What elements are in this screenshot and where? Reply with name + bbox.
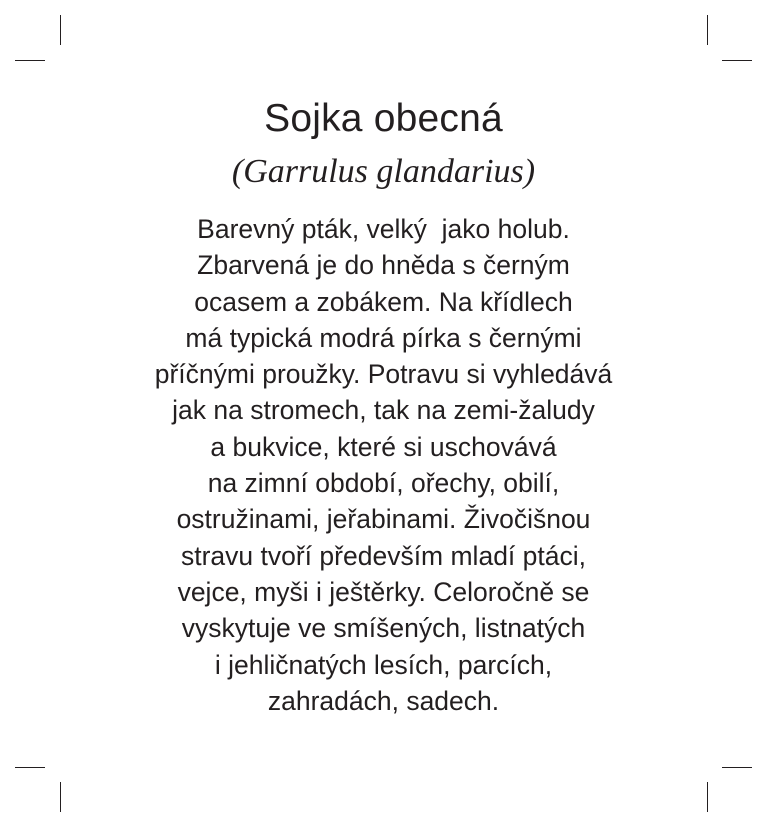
crop-mark-bottom-left-horizontal <box>15 767 45 768</box>
description <box>0 211 767 719</box>
crop-mark-top-right-horizontal <box>722 60 752 61</box>
latin-name: (Garrulus glandarius) <box>231 153 536 190</box>
description-line: Zbarvená je do hněda s černým <box>197 250 570 281</box>
crop-mark-bottom-right-vertical <box>707 782 708 812</box>
description-line: vyskytuje ve smíšených, listnatých <box>181 613 586 644</box>
description-line: i jehličnatých lesích, parcích, <box>214 649 553 680</box>
description-line: Barevný pták, velký jako holub. <box>197 214 570 244</box>
description-line: jak na stromech, tak na zemi-žaludy <box>172 395 595 426</box>
description-line: vejce, myši i ještěrky. Celoročně se <box>177 576 590 607</box>
crop-mark-top-left-vertical <box>60 15 61 45</box>
description-line: má typická modrá pírka s černými <box>185 322 582 353</box>
crop-mark-bottom-right-horizontal <box>722 767 752 768</box>
description-line: a bukvice, které si uschovává <box>210 431 557 462</box>
description-line: příčnými proužky. Potravu si vyhledává <box>154 359 613 390</box>
description-line: na zimní období, ořechy, obilí, <box>207 468 560 499</box>
crop-mark-bottom-left-vertical <box>60 782 61 812</box>
description-line: ostružinami, jeřabinami. Živočišnou <box>176 504 591 535</box>
description-line: ocasem a zobákem. Na křídlech <box>194 286 573 317</box>
crop-mark-top-left-horizontal <box>15 60 45 61</box>
page-title: Sojka obecná <box>264 97 503 140</box>
crop-mark-top-right-vertical <box>707 15 708 45</box>
description-line: zahradách, sadech. <box>267 685 500 716</box>
description-line: stravu tvoří především mladí ptáci, <box>180 540 586 571</box>
